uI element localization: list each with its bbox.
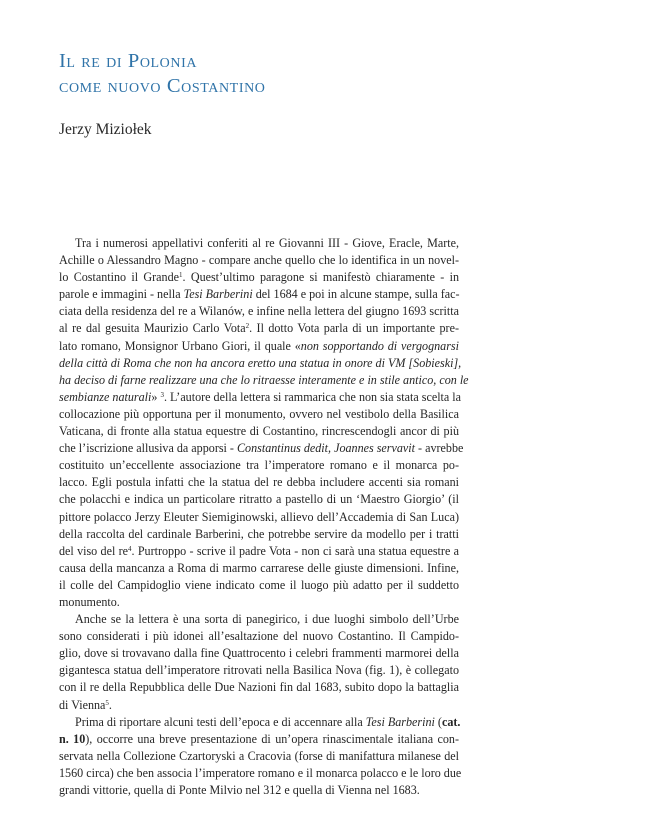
body-text [59, 235, 469, 799]
author-name: Jerzy Miziołek [59, 121, 152, 138]
italic-text: Tesi Barberini [365, 714, 435, 729]
text-run: ( [434, 714, 442, 729]
text-line [59, 491, 459, 508]
text-run: con il re della Repubblica delle Due Nazioni fin dal 1683, subito dopo la battaglia [59, 680, 459, 695]
chapter-title-line-1: Il re di Polonia [59, 50, 198, 72]
text-run: lato romano, Monsignor Urbano Giori, il quale « [59, 338, 301, 353]
text-run: causa della mancanza a Roma di marmo carrarese delle giuste dimensioni. Infine, [59, 560, 459, 575]
text-run: Achille o Alessandro Magno - compare anche quello che lo identifica in un novel- [59, 253, 459, 268]
text-run: il colle del Campidoglio viene indicato come il luogo più adatto per il suddetto [59, 577, 459, 592]
text-run: ciata della residenza del re a Wilanów, e infine nella lettera del giugno 1693 scritta [59, 304, 459, 319]
text-line [59, 782, 459, 799]
text-run: . Il dotto Vota parla di un importante pre- [249, 321, 459, 336]
text-run: al re dal gesuita Maurizio Carlo Vota [59, 321, 246, 336]
text-line [59, 355, 462, 372]
text-line [59, 731, 459, 748]
text-run: Anche se la lettera è una sorta di panegirico, i due luoghi simbolo dell’Urbe [75, 612, 459, 627]
bold-text: n. 10 [59, 731, 86, 746]
text-run: monumento. [59, 594, 120, 609]
text-line [59, 714, 459, 731]
footnote-ref: 5 [105, 698, 109, 707]
text-line [59, 577, 459, 594]
text-run: lo Costantino il Grande [59, 270, 180, 285]
text-run: costituito un’eccellente associazione tra l’imperatore romano e il monarca po- [59, 458, 459, 473]
paragraph [59, 611, 459, 714]
text-line [59, 543, 459, 560]
footnote-ref: 2 [245, 322, 250, 331]
text-line [59, 748, 459, 765]
text-line [59, 697, 459, 714]
bold-text: cat. [441, 714, 461, 729]
text-line [59, 269, 459, 286]
text-run: del viso del re [59, 543, 128, 558]
paragraph [59, 235, 469, 611]
text-line [59, 628, 459, 645]
chapter-title-line-2: come nuovo Costantino [59, 75, 266, 97]
text-line [59, 440, 464, 457]
italic-text: non sopportando di vergognarsi [300, 338, 459, 353]
text-run: Vaticana, di fronte alla statua equestre di Costantino, rincrescendogli ancor di più [59, 424, 459, 439]
text-line [59, 406, 459, 423]
text-run: grandi vittorie, quella di Ponte Milvio nel 312 e quella di Vienna nel 1683. [59, 783, 420, 797]
text-line [59, 338, 459, 355]
text-line [59, 560, 459, 577]
text-line [59, 765, 462, 782]
text-run: che polacchi e indica un particolare ritratto a pastello di un ‘Maestro Giorgio’ (il [59, 492, 459, 507]
text-run: lacco. Egli postula infatti che la statua del re debba includere accenti sia romani [59, 475, 459, 490]
text-run: . Purtroppo - scrive il padre Vota - non ci sarà una statua equestre a [131, 543, 459, 558]
text-run: . L’autore della lettera si rammarica che non sia stata scelta la [163, 389, 462, 404]
italic-text: Tesi Barberini [183, 287, 253, 302]
footnote-ref: 4 [128, 544, 132, 553]
text-run: di Vienna [59, 697, 106, 712]
footnote-ref: 3 [160, 390, 164, 399]
text-line [59, 320, 459, 337]
italic-text: della città di Roma che non ha ancora eretto una statua in onore di VM [Sobieski], [59, 355, 462, 370]
text-line [59, 252, 459, 269]
text-line [59, 611, 459, 628]
text-run: 1560 circa) che ben associa l’imperatore romano e il monarca polacco e le loro due [59, 765, 462, 780]
text-run: della raccolta del cardinale Barberini, che potrebbe servire da modello per i tratti [59, 526, 459, 541]
text-run: Prima di riportare alcuni testi dell’epoca e di accennare alla [75, 714, 366, 729]
text-run: servata nella Collezione Czartoryski a Cracovia (forse di manifattura milanese del [59, 748, 459, 763]
text-line [59, 235, 459, 252]
text-line [59, 474, 459, 491]
text-line [59, 662, 459, 679]
text-line [59, 286, 459, 303]
text-run: gigantesca statua dell’imperatore ritrovati nella Basilica Nova (fig. 1), è collegato [59, 663, 459, 678]
text-run: - avrebbe [415, 441, 464, 456]
text-line [59, 389, 462, 406]
text-run: . [108, 697, 112, 712]
italic-text: ha deciso di farne realizzare una che lo ritraesse interamente e in stile antico, con le [59, 372, 469, 387]
text-line [59, 303, 459, 320]
chapter-title [59, 49, 266, 99]
text-run: ), occorre una breve presentazione di un’opera rinascimentale italiana con- [85, 731, 459, 746]
text-run: » [151, 389, 161, 404]
paragraph [59, 714, 462, 799]
text-line [59, 679, 459, 696]
text-line [59, 372, 469, 389]
italic-text: sembianze naturali [59, 389, 152, 404]
text-line [59, 509, 459, 526]
text-run: pittore polacco Jerzy Eleuter Siemiginowski, allievo dell’Accademia di San Luca) [59, 509, 459, 524]
text-line [59, 645, 459, 662]
italic-text: Constantinus dedit, Joannes servavit [236, 441, 416, 456]
text-line [59, 526, 459, 543]
footnote-ref: 1 [179, 271, 183, 280]
text-run: sono considerati i più idonei all’esaltazione del nuovo Costantino. Il Campido- [59, 629, 459, 644]
text-line [59, 594, 459, 611]
text-run: glio, dove si trovavano dalla fine Quattrocento i celebri frammenti marmorei della [59, 646, 459, 661]
text-line [59, 423, 459, 440]
text-run: Tra i numerosi appellativi conferiti al re Giovanni III - Giove, Eracle, Marte, [75, 236, 459, 250]
text-run: che l’iscrizione allusiva da apporsi - [59, 441, 237, 456]
text-run: . Quest’ultimo paragone si manifestò chiaramente - in [182, 270, 460, 285]
text-line [59, 457, 459, 474]
text-run: parole e immagini - nella [59, 287, 184, 302]
text-run: del 1684 e poi in alcune stampe, sulla fac- [252, 287, 460, 302]
text-run: collocazione più opportuna per il monumento, ovvero nel vestibolo della Basilica [59, 406, 459, 421]
